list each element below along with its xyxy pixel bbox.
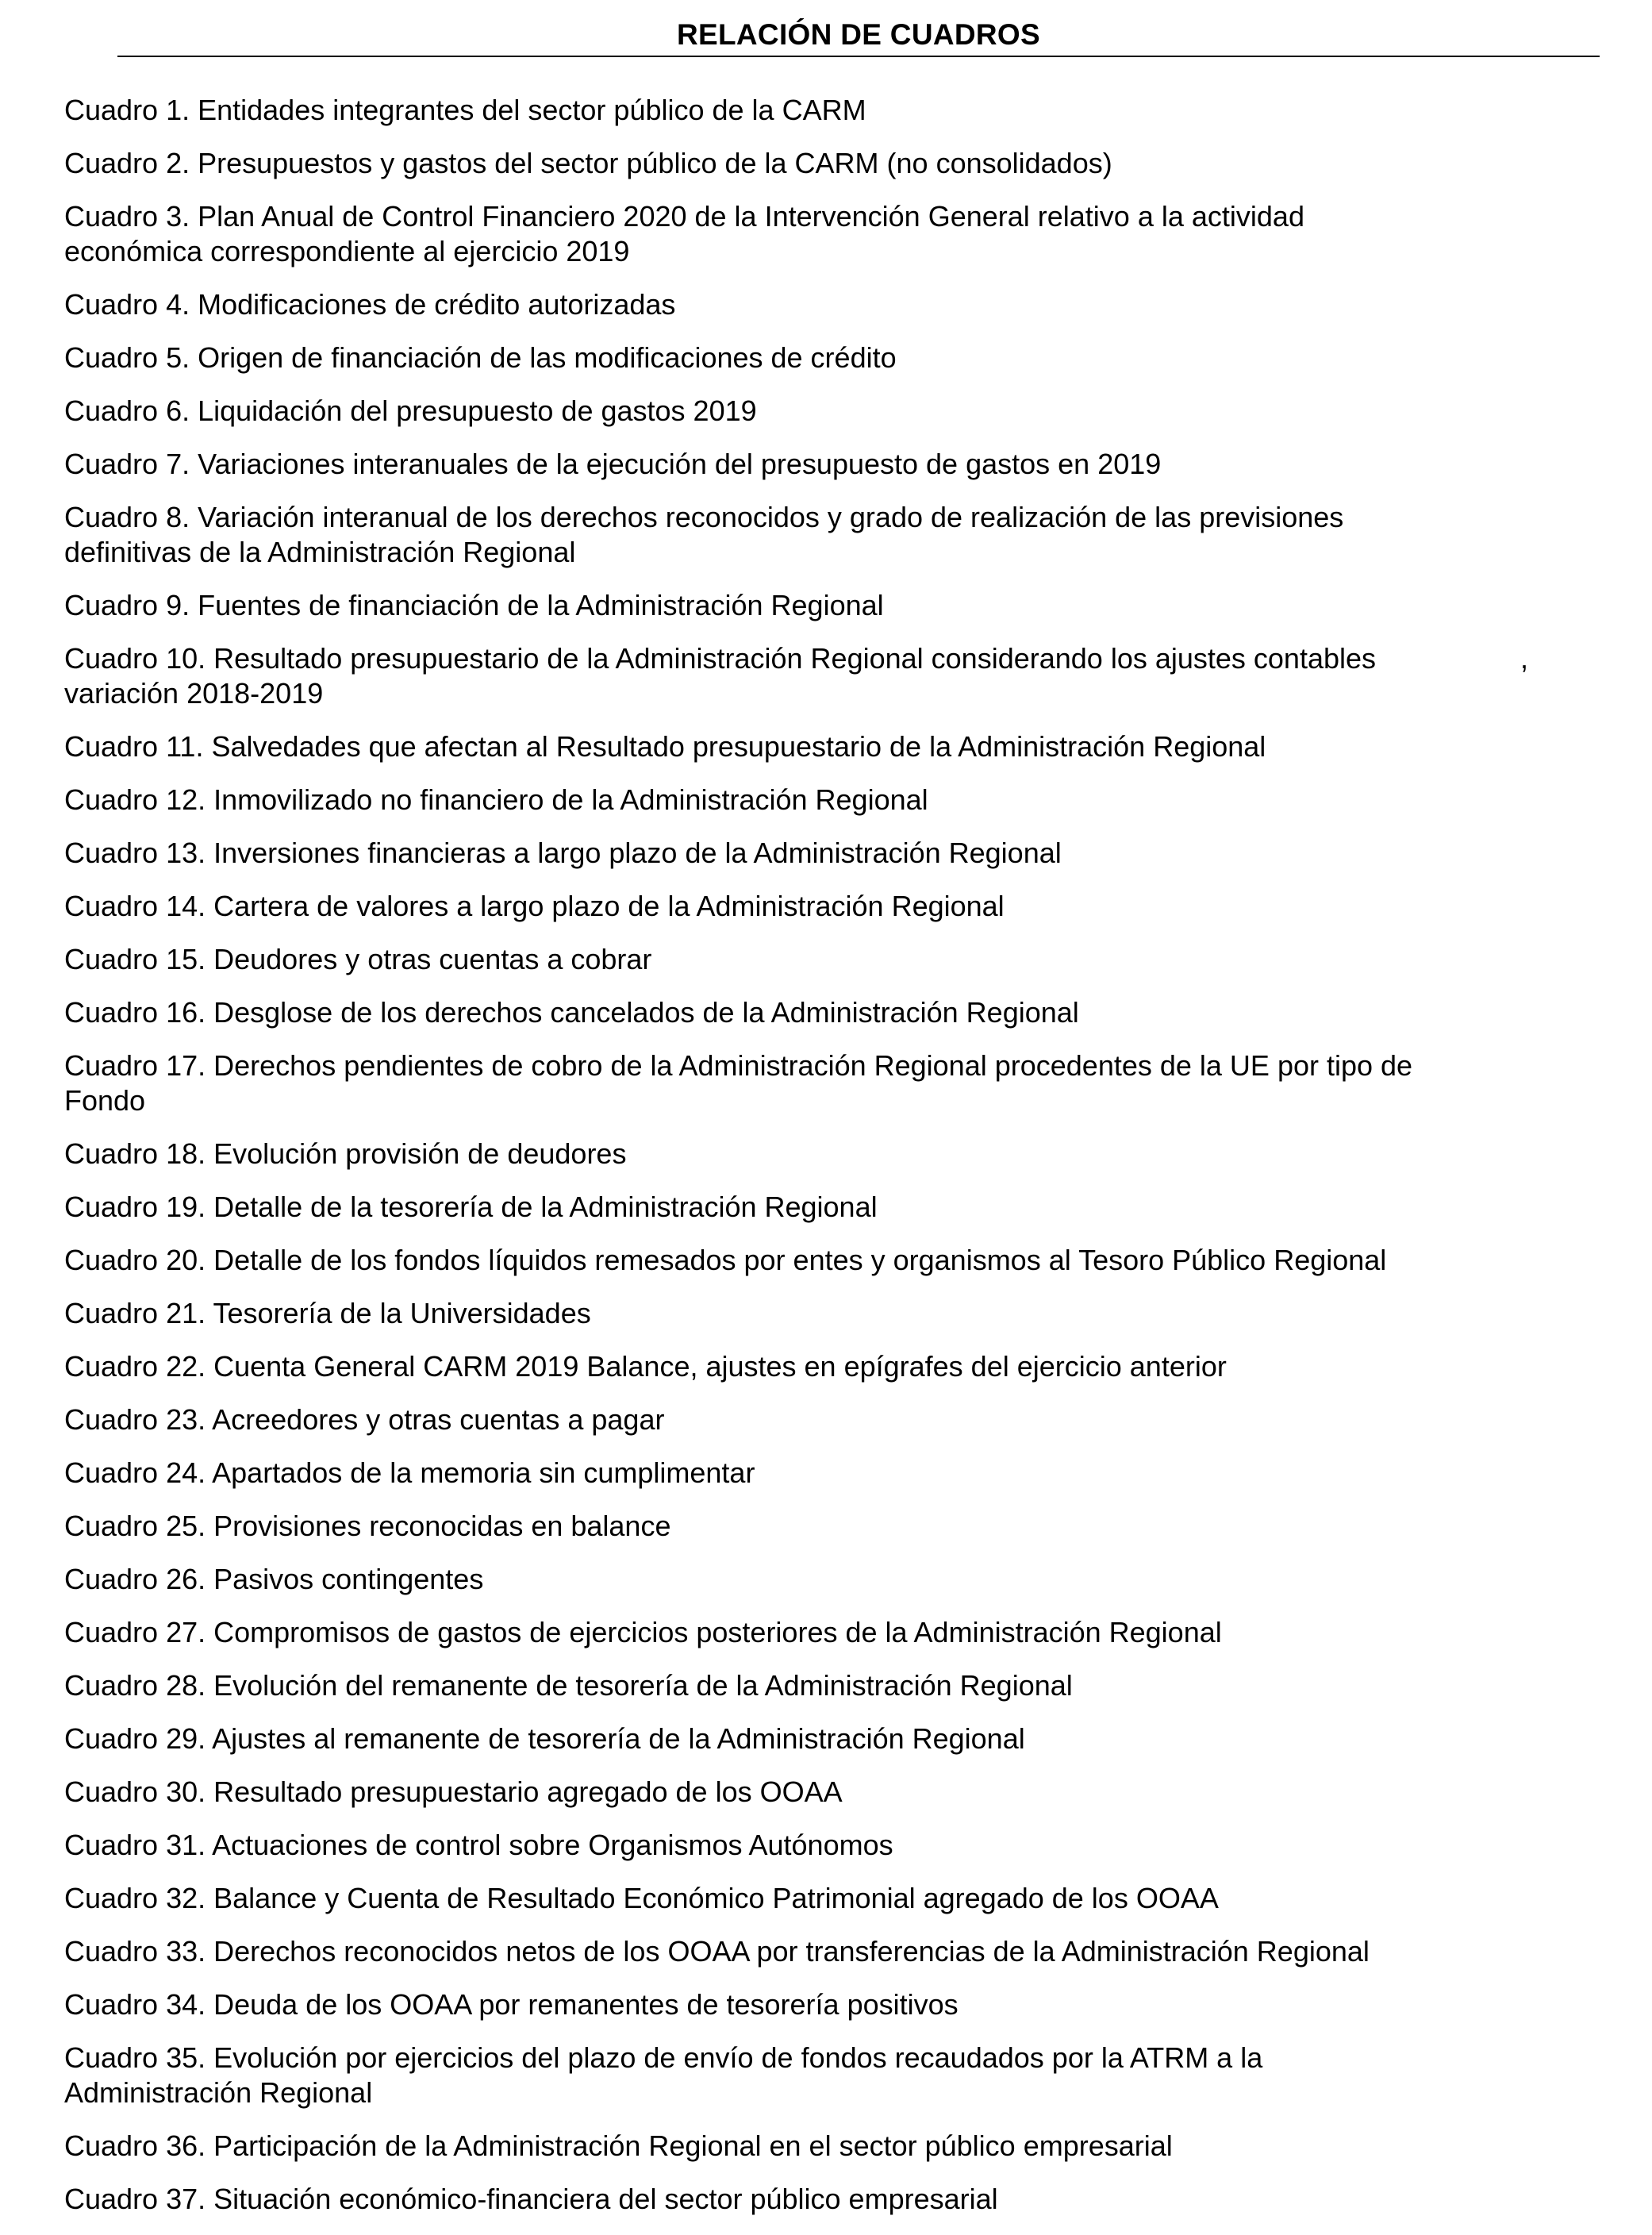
list-item-text: Cuadro 11. Salvedades que afectan al Resultado presupuestario de la Administración Regional	[64, 730, 1266, 763]
list-item	[64, 1456, 1619, 1491]
list-item-text: Cuadro 34. Deuda de los OOAA por remanentes de tesorería positivos	[64, 1988, 959, 2021]
list-item-text: Cuadro 5. Origen de financiación de las modificaciones de crédito	[64, 341, 897, 374]
list-item-text: Cuadro 3. Plan Anual de Control Financiero 2020 de la Intervención General relativo a la actividad	[64, 200, 1304, 233]
list-item	[64, 1243, 1619, 1278]
list-item	[64, 394, 1619, 429]
list-item	[64, 1349, 1619, 1384]
list-item	[64, 2129, 1619, 2164]
list-item	[64, 1190, 1619, 1225]
list-item-text: Cuadro 9. Fuentes de financiación de la Administración Regional	[64, 589, 884, 621]
list-item-text: Cuadro 8. Variación interanual de los derechos reconocidos y grado de realización de las previsiones	[64, 501, 1344, 533]
list-item	[64, 836, 1619, 871]
list-item-text: Cuadro 27. Compromisos de gastos de ejercicios posteriores de la Administración Regional	[64, 1616, 1222, 1648]
list-item-text: Cuadro 37. Situación económico-financiera del sector público empresarial	[64, 2183, 998, 2215]
list-item	[64, 641, 1619, 711]
list-item	[64, 1296, 1619, 1331]
list-item-text: Cuadro 29. Ajustes al remanente de tesorería de la Administración Regional	[64, 1722, 1025, 1755]
list-item	[64, 93, 1619, 128]
list-item	[64, 1137, 1619, 1171]
list-item	[64, 340, 1619, 375]
list-item-text: Cuadro 13. Inversiones financieras a largo plazo de la Administración Regional	[64, 837, 1062, 869]
list-item	[64, 1934, 1619, 1969]
list-item	[64, 995, 1619, 1030]
list-item	[64, 287, 1619, 322]
list-item-continuation: Administración Regional	[64, 2076, 373, 2109]
list-item-text: Cuadro 18. Evolución provisión de deudores	[64, 1137, 627, 1170]
list-item	[64, 729, 1619, 764]
list-item	[64, 1775, 1619, 1810]
list-item-text: Cuadro 19. Detalle de la tesorería de la Administración Regional	[64, 1191, 878, 1223]
list-item	[64, 1828, 1619, 1863]
list-item-trailing-mark: ,	[1520, 642, 1529, 675]
list-item-text: Cuadro 7. Variaciones interanuales de la ejecución del presupuesto de gastos en 2019	[64, 448, 1162, 480]
list-item	[64, 1402, 1619, 1437]
list-item-text: Cuadro 32. Balance y Cuenta de Resultado Económico Patrimonial agregado de los OOAA	[64, 1882, 1219, 1914]
list-item	[64, 2182, 1619, 2217]
list-item-text: Cuadro 17. Derechos pendientes de cobro de la Administración Regional procedentes de la UE por tipo de	[64, 1049, 1413, 1082]
list-item	[64, 146, 1619, 181]
list-item	[64, 1615, 1619, 1650]
list-item-text: Cuadro 16. Desglose de los derechos cancelados de la Administración Regional	[64, 996, 1079, 1029]
list-item-continuation: económica correspondiente al ejercicio 2019	[64, 235, 630, 267]
list-item-text: Cuadro 22. Cuenta General CARM 2019 Balance, ajustes en epígrafes del ejercicio anterior	[64, 1350, 1227, 1383]
list-item-continuation: definitivas de la Administración Regional	[64, 536, 576, 568]
list-item-text: Cuadro 25. Provisiones reconocidas en balance	[64, 1510, 671, 1542]
list-item	[64, 942, 1619, 977]
list-item	[64, 1668, 1619, 1703]
list-item	[64, 1048, 1619, 1118]
list-item-text: Cuadro 10. Resultado presupuestario de la Administración Regional considerando los ajustes contables	[64, 642, 1377, 675]
list-item	[64, 2041, 1619, 2110]
title-underline	[117, 56, 1600, 57]
list-item	[64, 1509, 1619, 1544]
list-item-text: Cuadro 14. Cartera de valores a largo plazo de la Administración Regional	[64, 890, 1005, 922]
list-item	[64, 588, 1619, 623]
list-item-text: Cuadro 21. Tesorería de la Universidades	[64, 1297, 591, 1329]
list-item-text: Cuadro 23. Acreedores y otras cuentas a pagar	[64, 1403, 665, 1436]
list-item-text: Cuadro 6. Liquidación del presupuesto de gastos 2019	[64, 394, 757, 427]
list-item-text: Cuadro 28. Evolución del remanente de tesorería de la Administración Regional	[64, 1669, 1073, 1702]
list-item-text: Cuadro 26. Pasivos contingentes	[64, 1563, 484, 1595]
list-item-text: Cuadro 1. Entidades integrantes del sector público de la CARM	[64, 94, 866, 126]
list-item	[64, 1881, 1619, 1916]
list-item	[64, 1721, 1619, 1756]
list-item-text: Cuadro 36. Participación de la Administración Regional en el sector público empresarial	[64, 2129, 1173, 2162]
list-item-text: Cuadro 31. Actuaciones de control sobre Organismos Autónomos	[64, 1829, 893, 1861]
list-item-text: Cuadro 4. Modificaciones de crédito autorizadas	[64, 288, 676, 321]
list-item-text: Cuadro 30. Resultado presupuestario agregado de los OOAA	[64, 1775, 843, 1808]
list-item	[64, 1562, 1619, 1597]
list-item	[64, 783, 1619, 817]
list-item	[64, 889, 1619, 924]
list-item-text: Cuadro 15. Deudores y otras cuentas a cobrar	[64, 943, 652, 975]
list-item-text: Cuadro 33. Derechos reconocidos netos de los OOAA por transferencias de la Administración Regional	[64, 1935, 1370, 1968]
list-item	[64, 199, 1619, 269]
list-item	[64, 500, 1619, 570]
list-item	[64, 1987, 1619, 2022]
list-item-text: Cuadro 35. Evolución por ejercicios del plazo de envío de fondos recaudados por la ATRM a la	[64, 2041, 1263, 2074]
list-item-continuation: variación 2018-2019	[64, 677, 324, 710]
table-of-contents-list	[64, 93, 1619, 2235]
list-item-text: Cuadro 12. Inmovilizado no financiero de la Administración Regional	[64, 783, 928, 816]
list-item-text: Cuadro 24. Apartados de la memoria sin cumplimentar	[64, 1456, 755, 1489]
page-title: RELACIÓN DE CUADROS	[677, 18, 1040, 51]
list-item-continuation: Fondo	[64, 1084, 146, 1117]
list-item	[64, 447, 1619, 482]
list-item-text: Cuadro 2. Presupuestos y gastos del sector público de la CARM (no consolidados)	[64, 147, 1112, 179]
list-item-text: Cuadro 20. Detalle de los fondos líquidos remesados por entes y organismos al Tesoro Público Regional	[64, 1244, 1387, 1276]
